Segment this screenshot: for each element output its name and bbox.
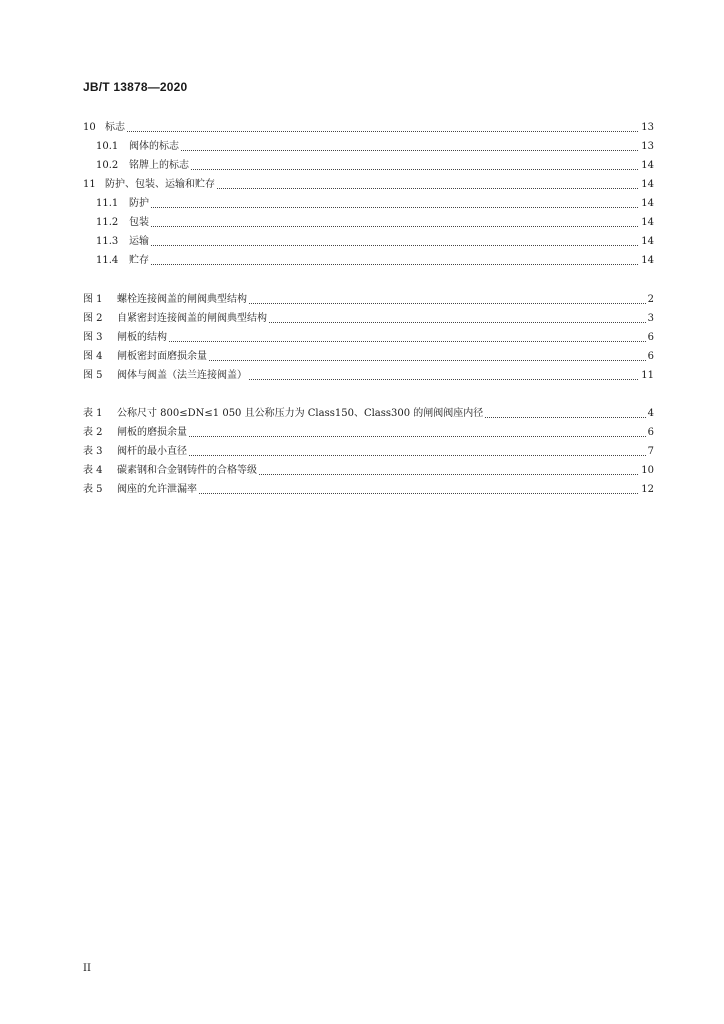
toc-entry-section-11-1[interactable] xyxy=(0,196,724,211)
toc-entry-number: 11 xyxy=(83,179,96,190)
toc-entry-title: 贮存 xyxy=(129,255,149,266)
toc-entry-title: 自紧密封连接阀盖的闸阀典型结构 xyxy=(117,313,267,324)
toc-leader-dots xyxy=(117,326,648,342)
toc-entry-title: 防护 xyxy=(129,198,149,209)
toc-entry-title: 螺栓连接阀盖的闸阀典型结构 xyxy=(117,294,247,305)
toc-entry-table-3[interactable] xyxy=(0,444,724,459)
toc-entry-page: 14 xyxy=(641,255,654,266)
toc-entry-page: 14 xyxy=(641,179,654,190)
toc-entry-number: 11.3 xyxy=(96,236,119,247)
toc-entry-figure-2[interactable] xyxy=(0,311,724,326)
toc-entry-title: 运输 xyxy=(129,236,149,247)
page-number-footer: II xyxy=(83,963,91,974)
toc-leader-dots xyxy=(117,421,648,437)
toc-entry-title: 公称尺寸 800≤DN≤1 050 且公称压力为 Class150、Class300 的闸阀阀座内径 xyxy=(117,408,484,419)
toc-entry-title: 阀杆的最小直径 xyxy=(117,446,187,457)
toc-entry-page: 4 xyxy=(647,408,654,419)
toc-entry-page: 13 xyxy=(641,141,654,152)
toc-entry-page: 2 xyxy=(647,294,654,305)
toc-entry-table-4[interactable] xyxy=(0,463,724,478)
toc-entry-number: 表 1 xyxy=(83,408,103,419)
toc-entry-table-1[interactable] xyxy=(0,406,724,421)
toc-entry-title: 阀体的标志 xyxy=(129,141,179,152)
toc-entry-page: 10 xyxy=(641,465,654,476)
toc-entry-page: 14 xyxy=(641,160,654,171)
toc-entry-number: 图 5 xyxy=(83,370,103,381)
toc-entry-page: 6 xyxy=(647,332,654,343)
toc-entry-title: 闸板的磨损余量 xyxy=(117,427,187,438)
toc-entry-section-11-2[interactable] xyxy=(0,215,724,230)
toc-entry-figure-3[interactable] xyxy=(0,330,724,345)
toc-entry-page: 14 xyxy=(641,217,654,228)
toc-entry-page: 3 xyxy=(647,313,654,324)
toc-entry-number: 表 5 xyxy=(83,484,103,495)
toc-entry-title: 阀体与阀盖（法兰连接阀盖） xyxy=(117,370,247,381)
toc-entry-page: 14 xyxy=(641,198,654,209)
toc-entry-number: 10 xyxy=(83,122,96,133)
toc-entry-section-10[interactable] xyxy=(0,120,724,135)
toc-entry-number: 图 1 xyxy=(83,294,103,305)
toc-leader-dots xyxy=(129,154,648,170)
toc-entry-number: 表 3 xyxy=(83,446,103,457)
toc-entry-number: 表 4 xyxy=(83,465,103,476)
toc-entry-title: 标志 xyxy=(105,122,125,133)
toc-entry-number: 11.2 xyxy=(96,217,119,228)
toc-entry-number: 10.2 xyxy=(96,160,119,171)
toc-entry-number: 图 3 xyxy=(83,332,103,343)
toc-entry-title: 闸板密封面磨损余量 xyxy=(117,351,207,362)
toc-entry-table-2[interactable] xyxy=(0,425,724,440)
toc-entry-section-11-3[interactable] xyxy=(0,234,724,249)
toc-entry-table-5[interactable] xyxy=(0,482,724,497)
toc-entry-title: 铭牌上的标志 xyxy=(129,160,189,171)
toc-entry-page: 14 xyxy=(641,236,654,247)
toc-leader-dots xyxy=(117,440,648,456)
toc-entry-page: 12 xyxy=(641,484,654,495)
toc-leader-dots xyxy=(129,230,648,246)
toc-entry-number: 11.1 xyxy=(96,198,119,209)
toc-entry-page: 7 xyxy=(647,446,654,457)
toc-entry-page: 6 xyxy=(647,351,654,362)
toc-entry-title: 阀座的允许泄漏率 xyxy=(117,484,197,495)
toc-leader-dots xyxy=(105,116,648,132)
toc-entry-section-11[interactable] xyxy=(0,177,724,192)
toc-entry-section-10-1[interactable] xyxy=(0,139,724,154)
toc-entry-title: 包装 xyxy=(129,217,149,228)
toc-entry-page: 11 xyxy=(641,370,654,381)
toc-leader-dots xyxy=(129,211,648,227)
toc-entry-page: 6 xyxy=(647,427,654,438)
toc-entry-number: 10.1 xyxy=(96,141,119,152)
toc-entry-figure-5[interactable] xyxy=(0,368,724,383)
toc-entry-number: 11.4 xyxy=(96,255,119,266)
toc-leader-dots xyxy=(129,135,648,151)
toc-entry-title: 防护、包装、运输和贮存 xyxy=(105,179,215,190)
toc-entry-number: 图 4 xyxy=(83,351,103,362)
toc-entry-section-10-2[interactable] xyxy=(0,158,724,173)
document-id-header: JB/T 13878—2020 xyxy=(83,80,188,94)
toc-entry-title: 闸板的结构 xyxy=(117,332,167,343)
toc-entry-number: 图 2 xyxy=(83,313,103,324)
toc-entry-number: 表 2 xyxy=(83,427,103,438)
toc-leader-dots xyxy=(129,249,648,265)
toc-entry-page: 13 xyxy=(641,122,654,133)
toc-entry-section-11-4[interactable] xyxy=(0,253,724,268)
toc-entry-figure-1[interactable] xyxy=(0,292,724,307)
toc-leader-dots xyxy=(129,192,648,208)
toc-entry-title: 碳素钢和合金钢铸件的合格等级 xyxy=(117,465,257,476)
toc-entry-figure-4[interactable] xyxy=(0,349,724,364)
